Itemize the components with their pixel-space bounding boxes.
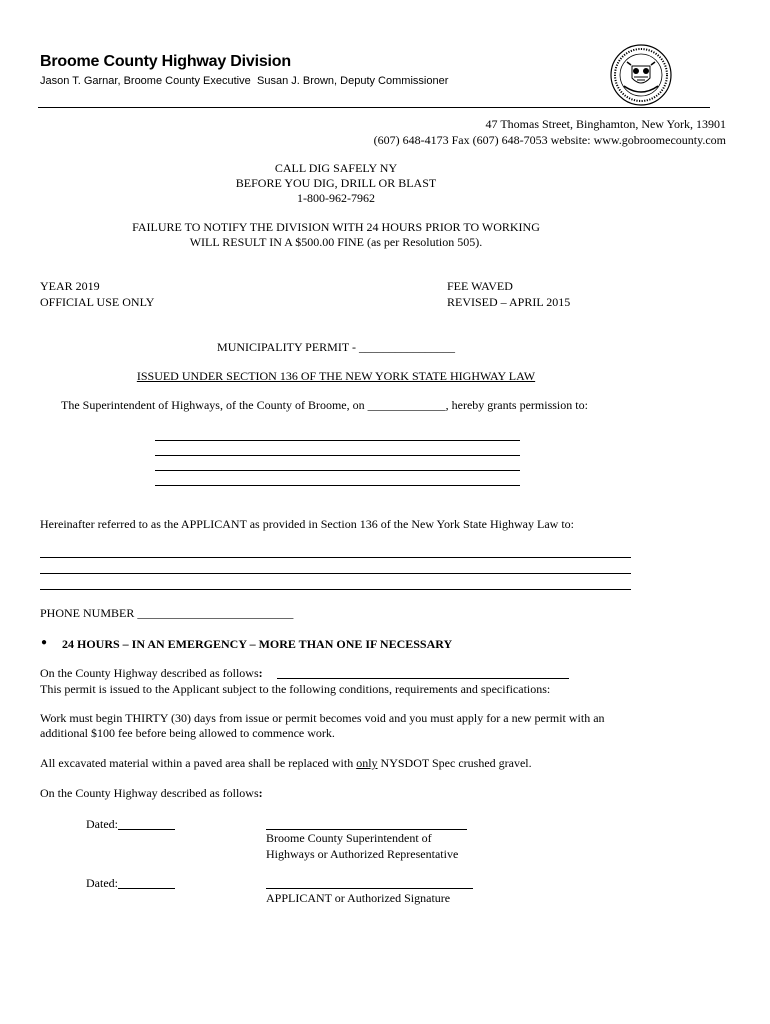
dig-safe-line1: CALL DIG SAFELY NY <box>274 161 398 175</box>
dated-line-2[interactable] <box>118 888 175 889</box>
applicant-line-1[interactable] <box>40 557 631 558</box>
superintendent-signature-line[interactable] <box>266 829 467 830</box>
excavated-material-text <box>40 756 532 771</box>
address-street: 47 Thomas Street, Binghamton, New York, 13901 <box>485 117 726 131</box>
applicant-signature-line[interactable] <box>266 888 473 889</box>
work-begin-line2: additional $100 fee before being allowed to commence work. <box>40 726 335 740</box>
superintendent-title-2: Highways or Authorized Representative <box>266 847 459 861</box>
page-title: Broome County Highway Division <box>40 53 291 70</box>
applicant-line-3[interactable] <box>40 589 631 590</box>
highway-description-line[interactable] <box>277 678 569 679</box>
excavated-post: NYSDOT Spec crushed gravel. <box>377 756 532 770</box>
subject-text: This permit is issued to the Applicant subject to the following conditions, requirements and specifications: <box>40 682 551 696</box>
highway-description-label-2 <box>40 786 263 801</box>
warning-line2: WILL RESULT IN A $500.00 FINE (as per Resolution 505). <box>189 235 483 249</box>
highway-description-text-2: On the County Highway described as follows <box>40 786 259 800</box>
applicant-text: Hereinafter referred to as the APPLICANT as provided in Section 136 of the New York State Highway Law to: <box>40 517 574 531</box>
highway-description-label <box>40 666 263 681</box>
county-executive: Jason T. Garnar, Broome County Executive <box>40 75 251 87</box>
grant-text: The Superintendent of Highways, of the County of Broome, on _____________, hereby grants permission to: <box>61 398 588 412</box>
work-begin-line1: Work must begin THIRTY (30) days from issue or permit becomes void and you must apply for a new permit with an <box>40 711 605 725</box>
dated-line-1[interactable] <box>118 829 175 830</box>
fee-label: FEE WAVED <box>447 279 513 293</box>
deputy-commissioner: Susan J. Brown, Deputy Commissioner <box>257 75 449 87</box>
address-contact: (607) 648-4173 Fax (607) 648-7053 website: www.gobroomecounty.com <box>373 133 726 147</box>
official-use-label: OFFICIAL USE ONLY <box>40 295 155 309</box>
excavated-only: only <box>356 756 378 770</box>
highway-description-colon: : <box>258 666 263 680</box>
revised-label: REVISED – APRIL 2015 <box>447 295 571 309</box>
phone-number-field[interactable]: PHONE NUMBER __________________________ <box>40 606 294 620</box>
grantee-line-3[interactable] <box>155 470 520 471</box>
applicant-signature-label: APPLICANT or Authorized Signature <box>266 891 451 905</box>
warning-line1: FAILURE TO NOTIFY THE DIVISION WITH 24 HOURS PRIOR TO WORKING <box>132 220 540 234</box>
dig-safe-line2: BEFORE YOU DIG, DRILL OR BLAST <box>235 176 437 190</box>
dated-label-2: Dated: <box>86 876 118 890</box>
bullet-icon: ● <box>41 637 48 648</box>
applicant-line-2[interactable] <box>40 573 631 574</box>
grantee-line-2[interactable] <box>155 455 520 456</box>
grantee-line-1[interactable] <box>155 440 520 441</box>
issued-under: ISSUED UNDER SECTION 136 OF THE NEW YORK STATE HIGHWAY LAW <box>136 369 536 383</box>
permit-title: MUNICIPALITY PERMIT - ________________ <box>217 340 455 354</box>
highway-description-text: On the County Highway described as follows <box>40 666 259 680</box>
dig-safe-phone: 1-800-962-7962 <box>297 191 375 205</box>
superintendent-title-1: Broome County Superintendent of <box>266 831 432 845</box>
year-label: YEAR 2019 <box>40 279 100 293</box>
highway-description-colon-2: : <box>258 786 263 800</box>
excavated-pre: All excavated material within a paved area shall be replaced with <box>40 756 357 770</box>
emergency-note: 24 HOURS – IN AN EMERGENCY – MORE THAN ONE IF NECESSARY <box>62 637 453 651</box>
grantee-line-4[interactable] <box>155 485 520 486</box>
dated-label-1: Dated: <box>86 817 118 831</box>
header-divider <box>38 107 710 108</box>
county-seal-icon <box>610 44 672 106</box>
